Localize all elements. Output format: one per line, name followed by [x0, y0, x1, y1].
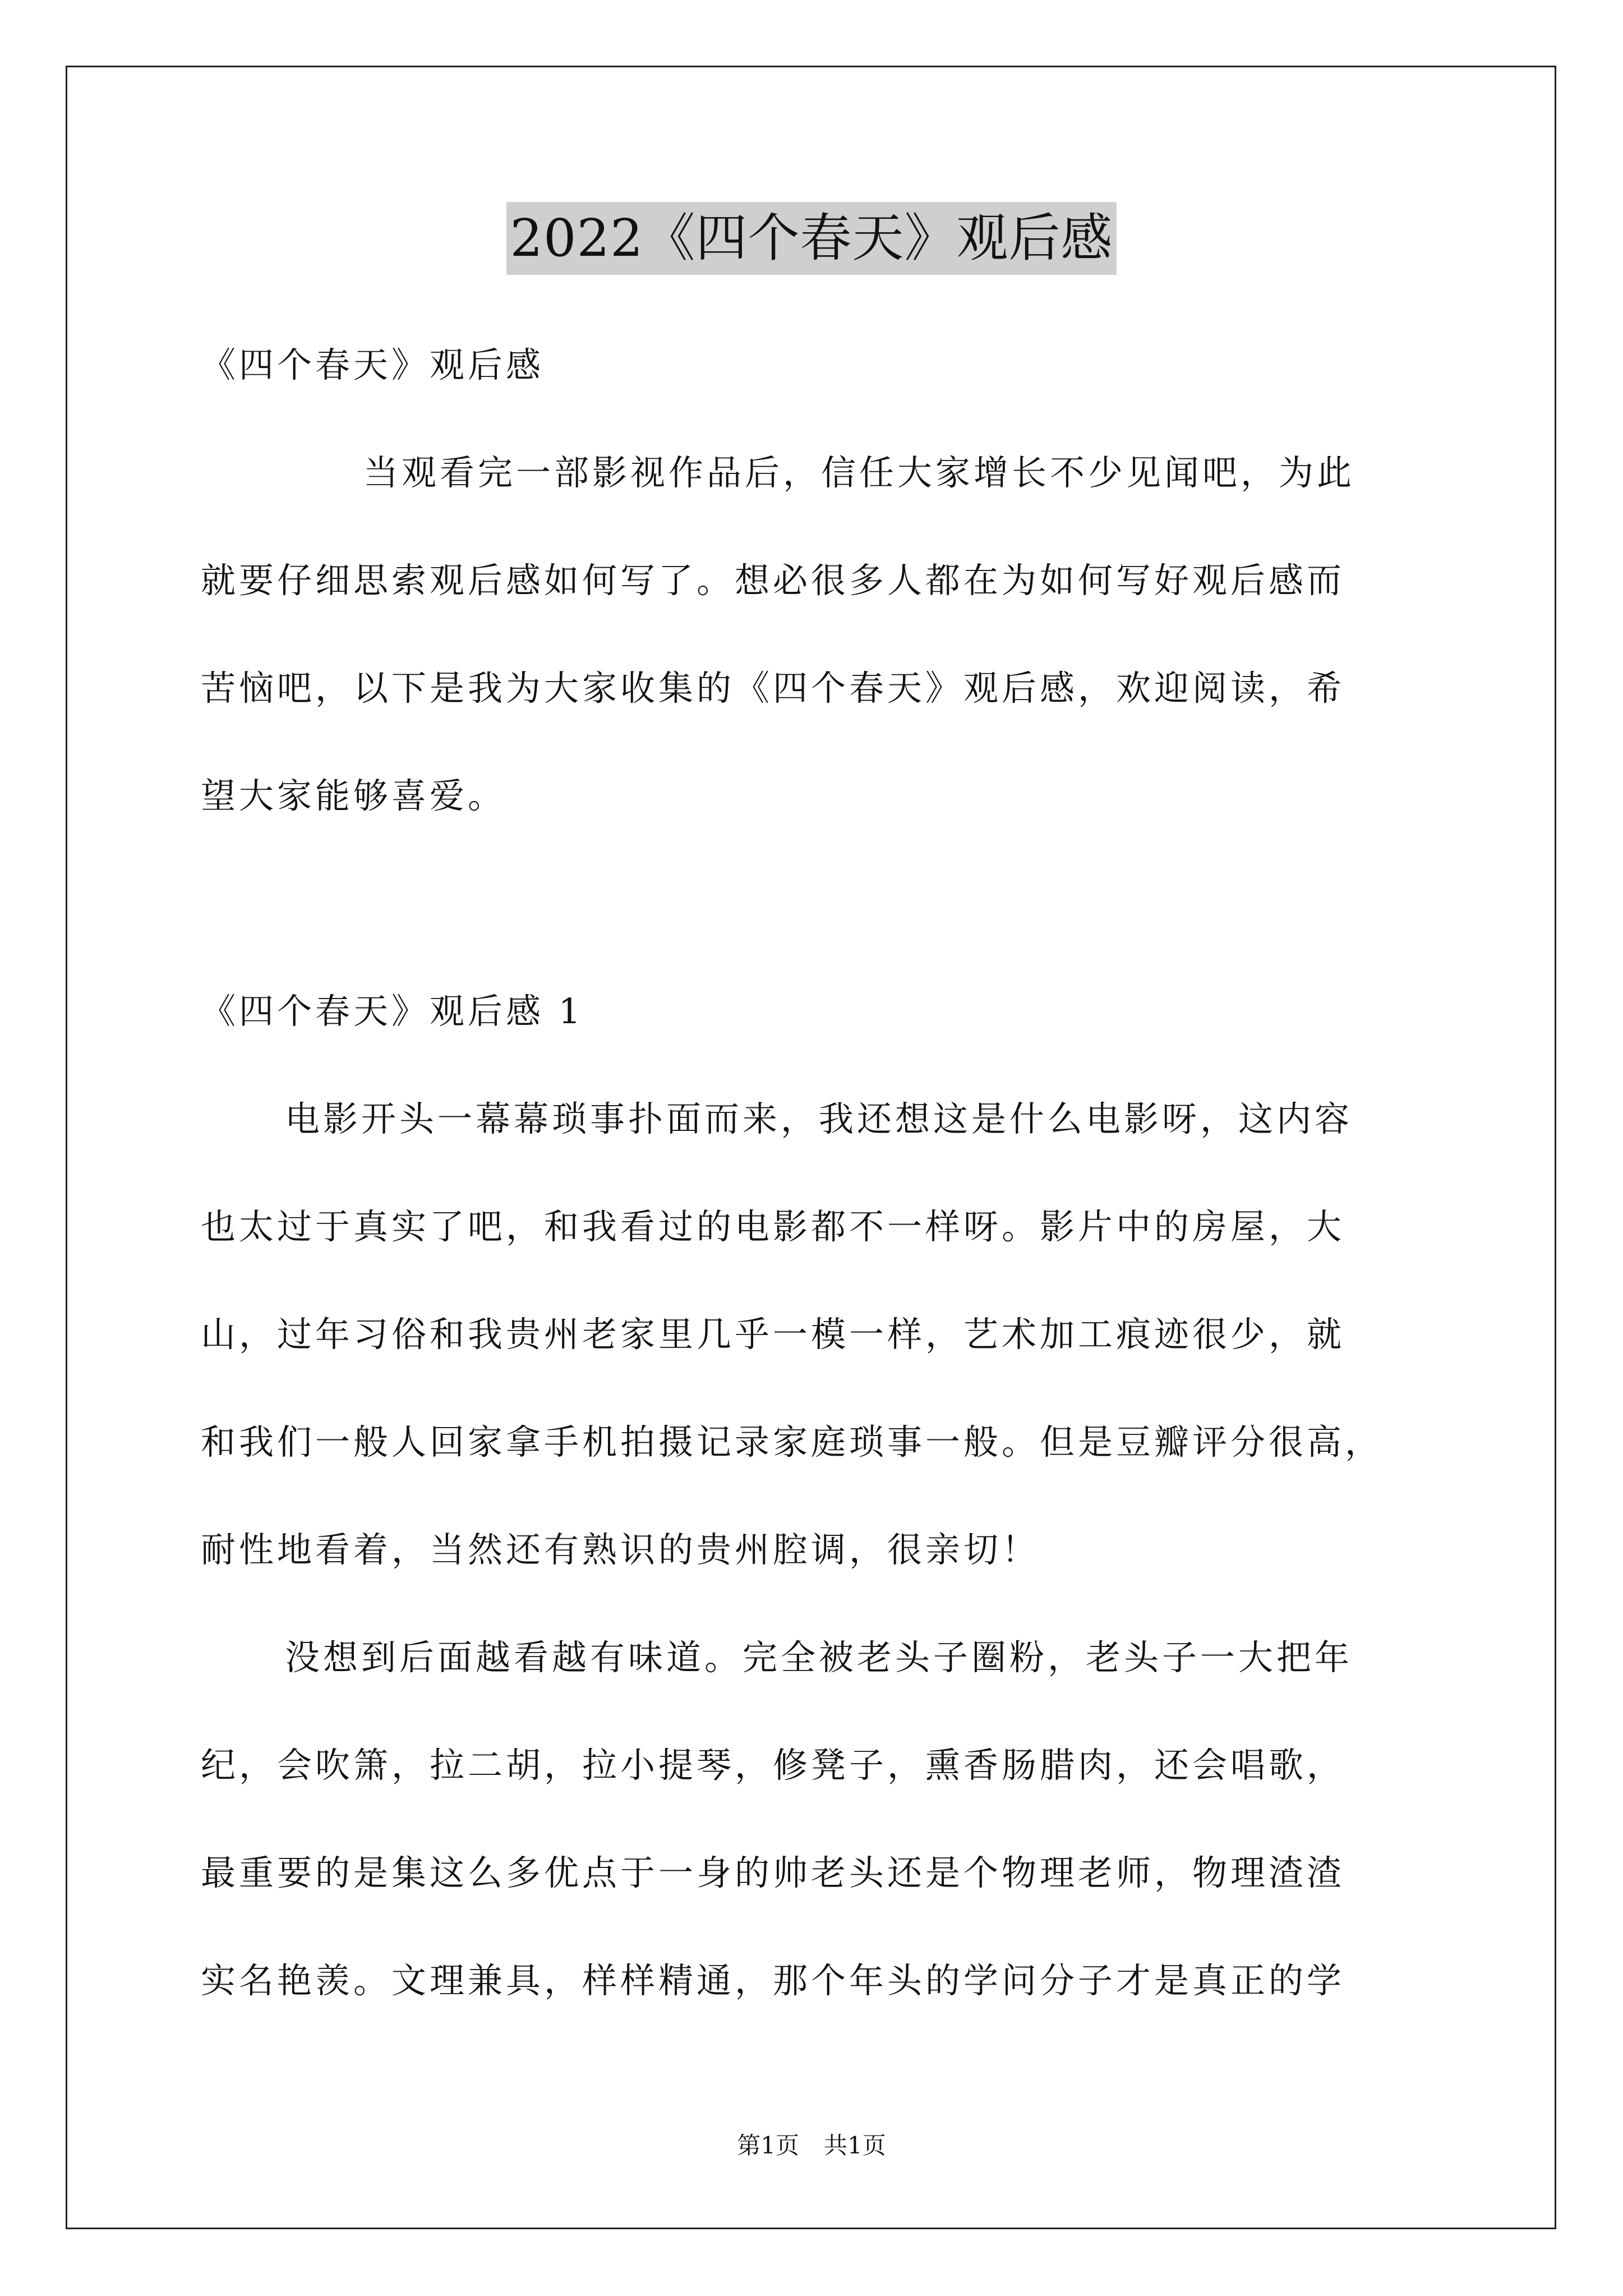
title-container — [0, 202, 1623, 275]
paragraph-line: 山，过年习俗和我贵州老家里几乎一模一样，艺术加工痕迹很少，就 — [201, 1314, 1345, 1355]
paragraph-line: 没想到后面越看越有味道。完全被老头子圈粉，老头子一大把年 — [285, 1637, 1353, 1678]
intro-line: 当观看完一部影视作品后，信任大家增长不少见闻吧，为此 — [363, 452, 1355, 493]
paragraph-gap — [201, 850, 1440, 958]
paragraph-line: 也太过于真实了吧，和我看过的电影都不一样呀。影片中的房屋，大 — [201, 1206, 1345, 1247]
page-footer — [0, 2129, 1623, 2162]
document-body — [201, 311, 1440, 2035]
intro-line: 就要仔细思索观后感如何写了。想必很多人都在为如何写好观后感而 — [201, 560, 1345, 601]
paragraph-line: 实名艳羡。文理兼具，样样精通，那个年头的学问分子才是真正的学 — [201, 1960, 1345, 2001]
paragraph-line: 和我们一般人回家拿手机拍摄记录家庭琐事一般。但是豆瓣评分很高， — [201, 1421, 1384, 1462]
document-title: 2022《四个春天》观后感 — [506, 202, 1116, 275]
intro-line: 望大家能够喜爱。 — [201, 775, 506, 816]
paragraph-line: 最重要的是集这么多优点于一身的帅老头还是个物理老师，物理渣渣 — [201, 1852, 1345, 1893]
paragraph-line: 纪，会吹箫，拉二胡，拉小提琴，修凳子，熏香肠腊肉，还会唱歌， — [201, 1745, 1345, 1786]
page-total: 共1页 — [824, 2132, 886, 2159]
page-number: 第1页 — [737, 2132, 799, 2159]
section-title: 《四个春天》观后感 1 — [201, 991, 584, 1032]
paragraph-line: 耐性地看着，当然还有熟识的贵州腔调，很亲切！ — [201, 1529, 1040, 1570]
subtitle: 《四个春天》观后感 — [201, 344, 545, 385]
intro-line: 苦恼吧，以下是我为大家收集的《四个春天》观后感，欢迎阅读，希 — [201, 668, 1345, 708]
paragraph-line: 电影开头一幕幕琐事扑面而来，我还想这是什么电影呀，这内容 — [285, 1098, 1353, 1139]
